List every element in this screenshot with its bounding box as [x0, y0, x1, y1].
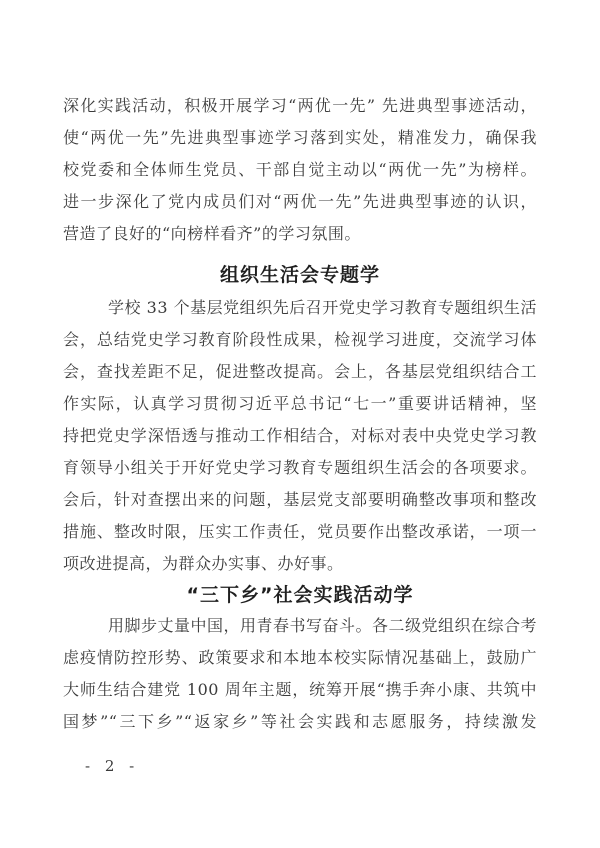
text-line: 大师生结合建党 100 周年主题，统筹开展“携手奔小康、共筑中: [63, 680, 537, 699]
text-line: 持把党史学深悟透与推动工作相结合，对标对表中央党史学习教: [63, 426, 537, 445]
paragraph-social-practice: [63, 610, 537, 738]
text-line: 校党委和全体师生党员、干部自觉主动以“两优一先”为榜样。: [63, 160, 537, 179]
page-number: - 2 -: [85, 757, 140, 775]
text-line: 虑疫情防控形势、政策要求和本地本校实际情况基础上，鼓励广: [63, 648, 537, 667]
text-line: 国梦”“三下乡”“返家乡”等社会实践和志愿服务，持续激发: [63, 712, 537, 731]
text-line: 会，查找差距不足，促进整改提高。会上，各基层党组织结合工: [63, 362, 537, 381]
text-line: 作实际，认真学习贯彻习近平总书记“七一”重要讲话精神，坚: [63, 394, 537, 413]
paragraph-continued-from-previous-page: [63, 90, 537, 250]
text-line: 用脚步丈量中国，用青春书写奋斗。各二级党组织在综合考: [108, 616, 538, 635]
text-line: 营造了良好的“向榜样看齐”的学习氛围。: [63, 224, 361, 243]
text-line: 会，总结党史学习教育阶段性成果，检视学习进度，交流学习体: [63, 330, 537, 349]
text-line: 项改进提高，为群众办实事、办好事。: [63, 554, 344, 573]
paragraph-organization-life-meeting: [63, 292, 537, 580]
text-line: 深化实践活动，积极开展学习“两优一先” 先进典型事迹活动，: [63, 96, 537, 115]
text-line: 育领导小组关于开好党史学习教育专题组织生活会的各项要求。: [63, 458, 537, 477]
text-line: 学校 33 个基层党组织先后召开党史学习教育专题组织生活: [108, 298, 537, 317]
text-line: 会后，针对查摆出来的问题，基层党支部要明确整改事项和整改: [63, 490, 537, 509]
text-line: 措施、整改时限，压实工作责任，党员要作出整改承诺，一项一: [63, 522, 537, 541]
section-heading-social-practice: “三下乡”社会实践活动学: [186, 584, 414, 606]
text-line: 使“两优一先”先进典型事迹学习落到实处，精准发力，确保我: [63, 128, 537, 147]
section-heading-organization-life-meeting: 组织生活会专题学: [219, 264, 380, 286]
text-line: 进一步深化了党内成员们对“两优一先”先进典型事迹的认识，: [63, 192, 537, 211]
